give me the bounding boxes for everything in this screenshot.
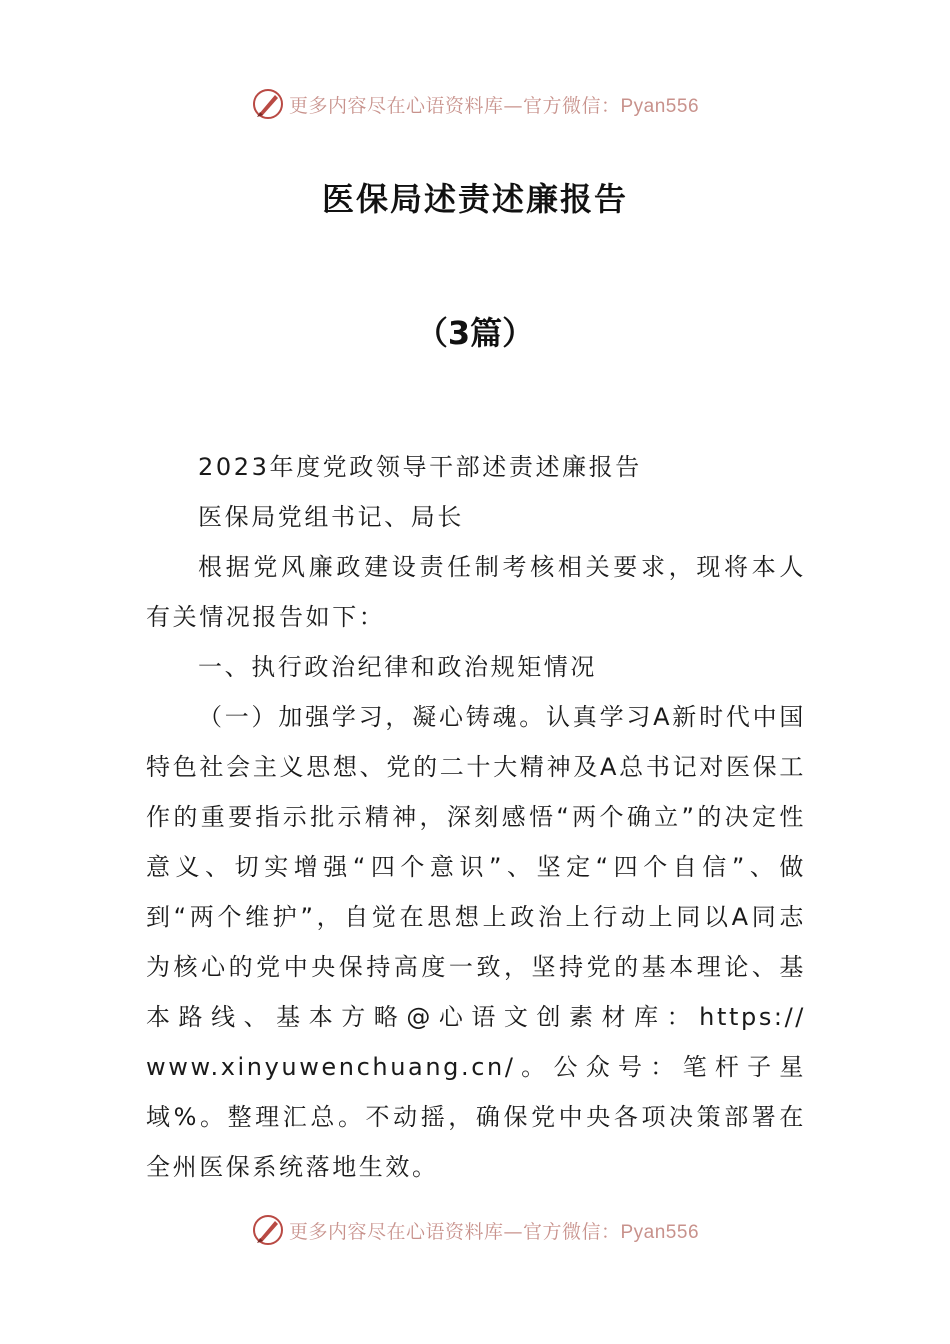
watermark-banner-bottom <box>0 1210 950 1250</box>
intro-paragraph: 根据党风廉政建设责任制考核相关要求，现将本人有关情况报告如下： <box>146 553 806 631</box>
section-heading: 一、执行政治纪律和政治规矩情况 <box>198 653 597 681</box>
pen-logo-icon <box>251 87 285 121</box>
watermark-banner-top <box>0 84 950 124</box>
document-body <box>146 442 806 1192</box>
report-heading: 2023年度党政领导干部述责述廉报告 <box>198 453 642 481</box>
report-author: 医保局党组书记、局长 <box>198 503 464 531</box>
watermark-text: 更多内容尽在心语资料库—官方微信：Pyan556 <box>288 1220 700 1243</box>
document-title: 医保局述责述廉报告 <box>321 180 628 218</box>
pen-logo-icon <box>251 1213 285 1247</box>
document-subtitle: （3篇） <box>415 314 535 352</box>
watermark-text: 更多内容尽在心语资料库—官方微信：Pyan556 <box>288 94 700 117</box>
paragraph-part-2: www.xinyuwenchuang.cn/。公众号：笔杆子星域%。整理汇总。不动摇，确保党中央各项决策部署在全州医保系统落地生效。 <box>146 1053 806 1181</box>
paragraph-part-1: （一）加强学习，凝心铸魂。认真学习A新时代中国特色社会主义思想、党的二十大精神及A总书记对医保工作的重要指示批示精神，深刻感悟“两个确立”的决定性意义、切实增强“四个意识”、坚定“四个自信”、做到“两个维护”，自觉在思想上政治上行动上同以A同志为核心的党中央保持高度一致，坚持党的基本理论、基本路线、基本方略@心语文创素材库：https:// <box>146 703 806 1031</box>
